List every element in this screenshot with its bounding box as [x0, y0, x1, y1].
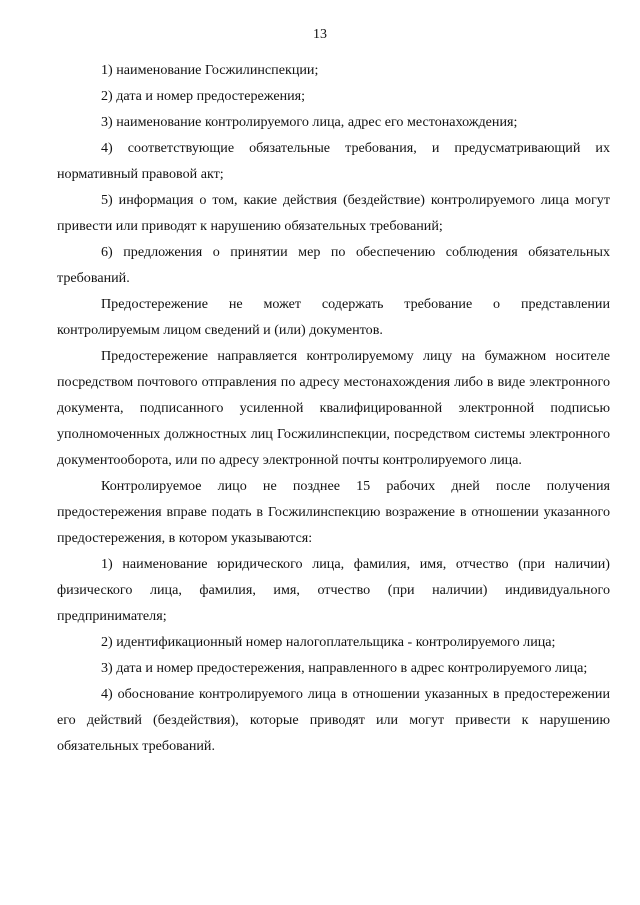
- paragraph-objection-item-1: 1) наименование юридического лица, фамилия, имя, отчество (при наличии) физического лица, фамилия, имя, отчество (при наличии) индивидуального предпринимателя;: [57, 556, 610, 624]
- paragraph-objection: Контролируемое лицо не позднее 15 рабочих дней после получения предостережения вправе подать в Госжилинспекцию возражение в отношении указанного предостережения, в котором указываются:: [57, 478, 610, 546]
- document-body: [57, 57, 610, 759]
- paragraph-item-3: 3) наименование контролируемого лица, адрес его местонахождения;: [101, 114, 518, 130]
- paragraph-objection-item-3: 3) дата и номер предостережения, направленного в адрес контролируемого лица;: [101, 660, 588, 676]
- paragraph-item-5: 5) информация о том, какие действия (бездействие) контролируемого лица могут привести или приводят к нарушению обязательных требований;: [57, 192, 610, 234]
- page-number: 13: [313, 27, 327, 42]
- paragraph-warning-restriction: Предостережение не может содержать требование о представлении контролируемым лицом сведений и (или) документов.: [57, 296, 610, 338]
- paragraph-item-4: 4) соответствующие обязательные требования, и предусматривающий их нормативный правовой акт;: [57, 140, 610, 182]
- paragraph-item-1: 1) наименование Госжилинспекции;: [101, 62, 319, 78]
- paragraph-objection-item-4: 4) обоснование контролируемого лица в отношении указанных в предостережении его действий (бездействия), которые приводят или могут привести к нарушению обязательных требований.: [57, 686, 610, 754]
- paragraph-item-2: 2) дата и номер предостережения;: [101, 88, 306, 104]
- paragraph-item-6: 6) предложения о принятии мер по обеспечению соблюдения обязательных требований.: [57, 244, 610, 286]
- paragraph-objection-item-2: 2) идентификационный номер налогоплательщика - контролируемого лица;: [101, 634, 556, 650]
- paragraph-warning-delivery: Предостережение направляется контролируемому лицу на бумажном носителе посредством почтового отправления по адресу местонахождения либо в виде электронного документа, подписанного усиленной квалифицированной электронной подписью уполномоченных должностных лиц Госжилинспекции, посредством системы электронного документооборота, или по адресу электронной почты контролируемого лица.: [57, 348, 610, 468]
